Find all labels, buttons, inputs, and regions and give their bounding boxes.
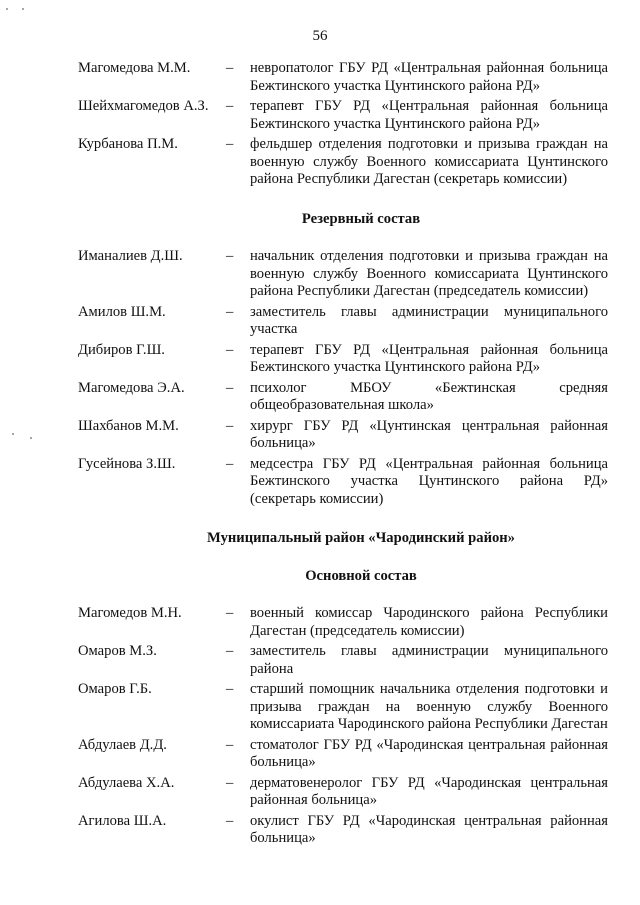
scan-speck	[22, 8, 24, 10]
group1-list	[78, 60, 608, 189]
dash: –	[226, 417, 234, 434]
member-position: хирург ГБУ РД «Цунтинская центральная районная больница»	[250, 417, 608, 451]
list-item	[78, 342, 608, 377]
list-item	[78, 456, 608, 509]
dash: –	[226, 60, 234, 76]
member-name: Абдулаев Д.Д.	[78, 736, 167, 753]
list-item	[78, 304, 608, 339]
list-item	[78, 60, 608, 95]
member-position: окулист ГБУ РД «Чародинская центральная районная больница»	[250, 812, 608, 846]
member-name: Иманалиев Д.Ш.	[78, 248, 183, 264]
member-position: терапевт ГБУ РД «Центральная районная больница Бежтинского участка Цунтинского района РД»	[250, 341, 608, 375]
member-position: стоматолог ГБУ РД «Чародинская центральная районная больница»	[250, 736, 608, 770]
reserve-heading: Резервный состав	[301, 210, 421, 227]
list-item	[78, 813, 608, 848]
main-list	[78, 605, 608, 848]
member-position: дерматовенеролог ГБУ РД «Чародинская центральная районная больница»	[250, 774, 608, 808]
reserve-list	[78, 248, 608, 508]
list-item	[78, 136, 608, 189]
list-item	[78, 605, 608, 640]
district-heading: Муниципальный район «Чародинский район»	[207, 530, 515, 546]
member-position: военный комиссар Чародинского района Республики Дагестан (председатель комиссии)	[250, 605, 608, 639]
member-name: Абдулаева Х.А.	[78, 774, 175, 791]
dash: –	[226, 248, 234, 264]
dash: –	[226, 379, 234, 396]
dash: –	[226, 643, 234, 659]
page-number: 56	[312, 28, 328, 44]
list-item	[78, 775, 608, 810]
list-item	[78, 380, 608, 415]
list-item	[78, 248, 608, 301]
member-name: Агилова Ш.А.	[78, 812, 167, 829]
member-position: психолог МБОУ «Бежтинская средняя общеобразовательная школа»	[250, 379, 608, 413]
dash: –	[226, 136, 234, 152]
member-position: старший помощник начальника отделения подготовки и призыва граждан на военную службу Военного комиссариата Чародинского района Республики Дагестан	[250, 681, 608, 732]
member-name: Курбанова П.М.	[78, 136, 178, 152]
member-name: Омаров Г.Б.	[78, 681, 152, 697]
dash: –	[226, 812, 234, 829]
scan-speck	[12, 433, 14, 435]
member-position: невропатолог ГБУ РД «Центральная районная больница Бежтинского участка Цунтинского района РД»	[250, 60, 608, 94]
main-heading: Основной состав	[305, 567, 417, 584]
list-item	[78, 681, 608, 734]
member-position: заместитель главы администрации муниципального района	[250, 643, 608, 677]
scan-speck	[30, 437, 32, 439]
scan-speck	[6, 8, 8, 10]
list-item	[78, 737, 608, 772]
list-item	[78, 643, 608, 678]
member-position: терапевт ГБУ РД «Центральная районная больница Бежтинского участка Цунтинского района РД»	[250, 98, 608, 132]
member-position: начальник отделения подготовки и призыва граждан на военную службу Военного комиссариата Цунтинского района Республики Дагестан (председатель комиссии)	[250, 248, 608, 299]
member-name: Магомедова М.М.	[78, 60, 191, 76]
dash: –	[226, 98, 234, 114]
member-name: Шейхмагомедов А.З.	[78, 98, 209, 114]
member-name: Гусейнова З.Ш.	[78, 455, 176, 472]
list-item	[78, 418, 608, 453]
list-item	[78, 98, 608, 133]
member-name: Магомедов М.Н.	[78, 605, 182, 621]
member-name: Амилов Ш.М.	[78, 303, 166, 320]
dash: –	[226, 774, 234, 791]
member-name: Магомедова Э.А.	[78, 379, 185, 396]
dash: –	[226, 341, 234, 358]
document-body	[78, 60, 608, 851]
dash: –	[226, 681, 234, 697]
dash: –	[226, 303, 234, 320]
member-position: фельдшер отделения подготовки и призыва граждан на военную службу Военного комиссариата Цунтинского района Республики Дагестан (секретарь комиссии)	[250, 136, 608, 187]
dash: –	[226, 605, 234, 621]
dash: –	[226, 455, 234, 472]
member-position: медсестра ГБУ РД «Центральная районная больница Бежтинского участка Цунтинского района РД» (секретарь комиссии)	[250, 455, 608, 507]
member-name: Дибиров Г.Ш.	[78, 341, 165, 358]
dash: –	[226, 736, 234, 753]
member-position: заместитель главы администрации муниципального участка	[250, 303, 608, 337]
member-name: Шахбанов М.М.	[78, 417, 179, 434]
member-name: Омаров М.З.	[78, 643, 157, 659]
